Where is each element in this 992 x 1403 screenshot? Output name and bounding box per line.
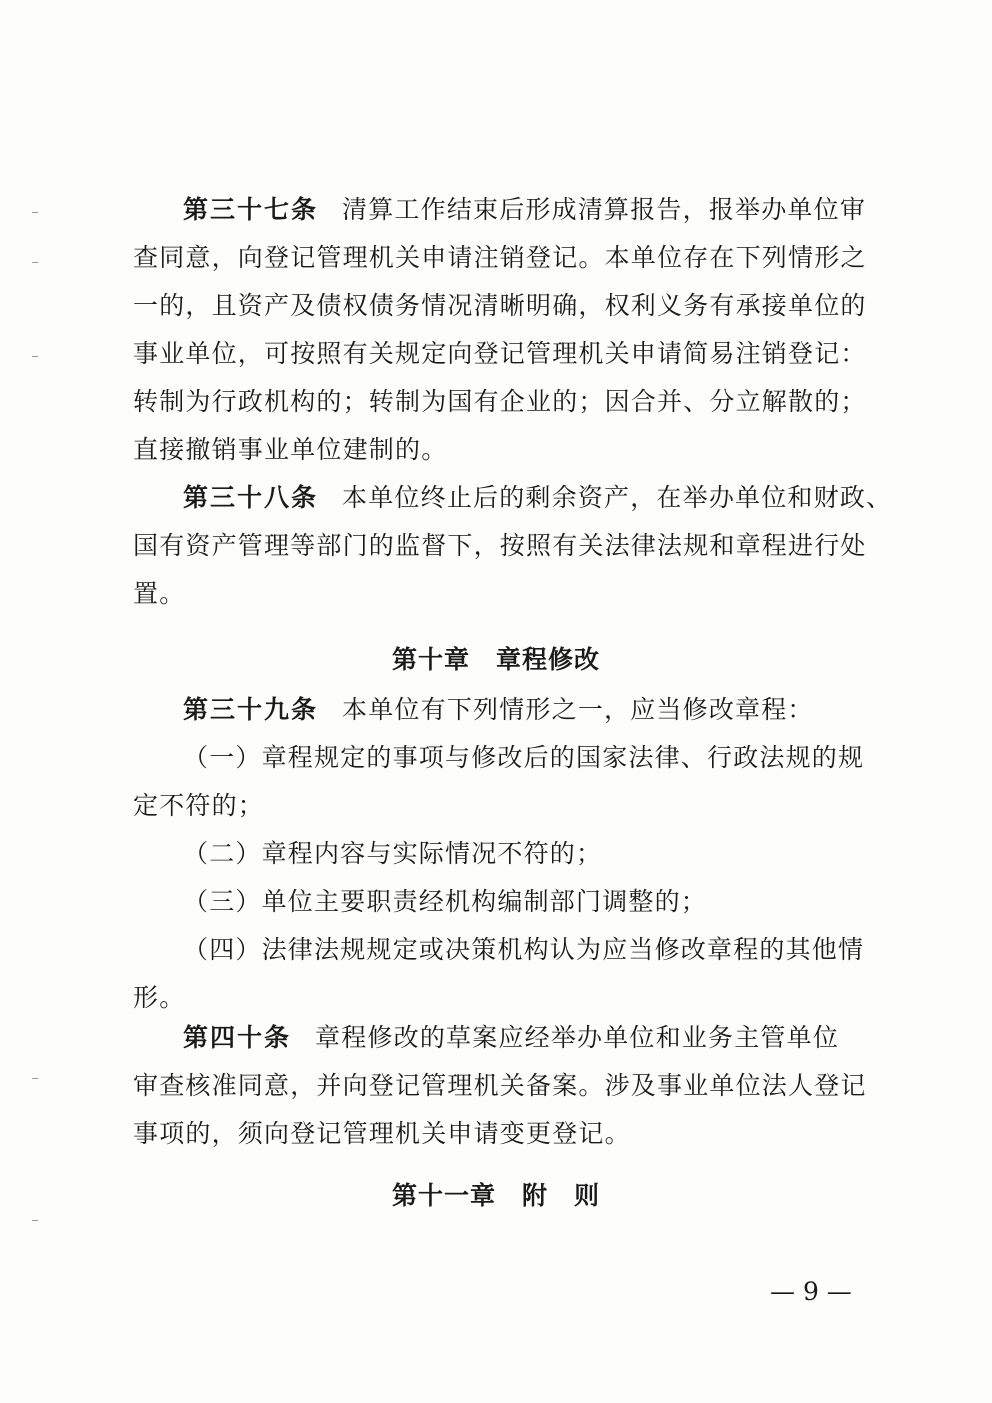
article-38-text: 本单位终止后的剩余资产，在举办单位和财政、 — [342, 483, 893, 512]
scan-mark — [32, 212, 38, 213]
article-39-text: 本单位有下列情形之一，应当修改章程： — [342, 695, 814, 724]
article-40-number: 第四十条 — [183, 1023, 292, 1052]
page-number: — 9 — — [770, 1277, 852, 1306]
article-38-line-1 — [183, 474, 933, 522]
article-39-item-4-cont: 形。 — [133, 983, 186, 1012]
scan-mark — [32, 1078, 38, 1079]
article-38-line-3: 置。 — [133, 579, 186, 608]
article-37-line-1 — [183, 186, 933, 234]
article-39-item-4: （四）法律法规规定或决策机构认为应当修改章程的其他情 — [183, 935, 865, 964]
article-40-line-2: 审查核准同意，并向登记管理机关备案。涉及事业单位法人登记 — [133, 1071, 867, 1100]
article-40-text: 章程修改的草案应经举办单位和业务主管单位 — [315, 1023, 840, 1052]
scan-mark — [32, 262, 38, 263]
article-37-text: 清算工作结束后形成清算报告，报举办单位审 — [342, 195, 867, 224]
article-38-line-2: 国有资产管理等部门的监督下，按照有关法律法规和章程进行处 — [133, 531, 867, 560]
article-40-line-1 — [183, 1014, 933, 1062]
article-38-number: 第三十八条 — [183, 483, 319, 512]
chapter-10-heading: 第十章 章程修改 — [391, 645, 600, 674]
scan-mark — [32, 1220, 38, 1221]
article-40-line-3: 事项的，须向登记管理机关申请变更登记。 — [133, 1119, 631, 1148]
chapter-11-heading: 第十一章 附 则 — [391, 1181, 600, 1210]
article-39-line-1 — [183, 686, 933, 734]
article-39-item-2: （二）章程内容与实际情况不符的； — [183, 839, 603, 868]
article-37-line-6: 直接撤销事业单位建制的。 — [133, 435, 448, 464]
article-37-line-5: 转制为行政机构的；转制为国有企业的；因合并、分立解散的； — [133, 387, 867, 416]
article-39-number: 第三十九条 — [183, 695, 319, 724]
article-37-line-2: 查同意，向登记管理机关申请注销登记。本单位存在下列情形之 — [133, 243, 867, 272]
article-39-item-1-cont: 定不符的； — [133, 791, 265, 820]
scan-mark — [32, 356, 38, 357]
article-37-line-3: 一的，且资产及债权债务情况清晰明确，权利义务有承接单位的 — [133, 291, 867, 320]
article-37-number: 第三十七条 — [183, 195, 319, 224]
article-37-line-4: 事业单位，可按照有关规定向登记管理机关申请简易注销登记： — [133, 339, 867, 368]
article-39-item-3: （三）单位主要职责经机构编制部门调整的； — [183, 887, 708, 916]
article-39-item-1: （一）章程规定的事项与修改后的国家法律、行政法规的规 — [183, 743, 865, 772]
